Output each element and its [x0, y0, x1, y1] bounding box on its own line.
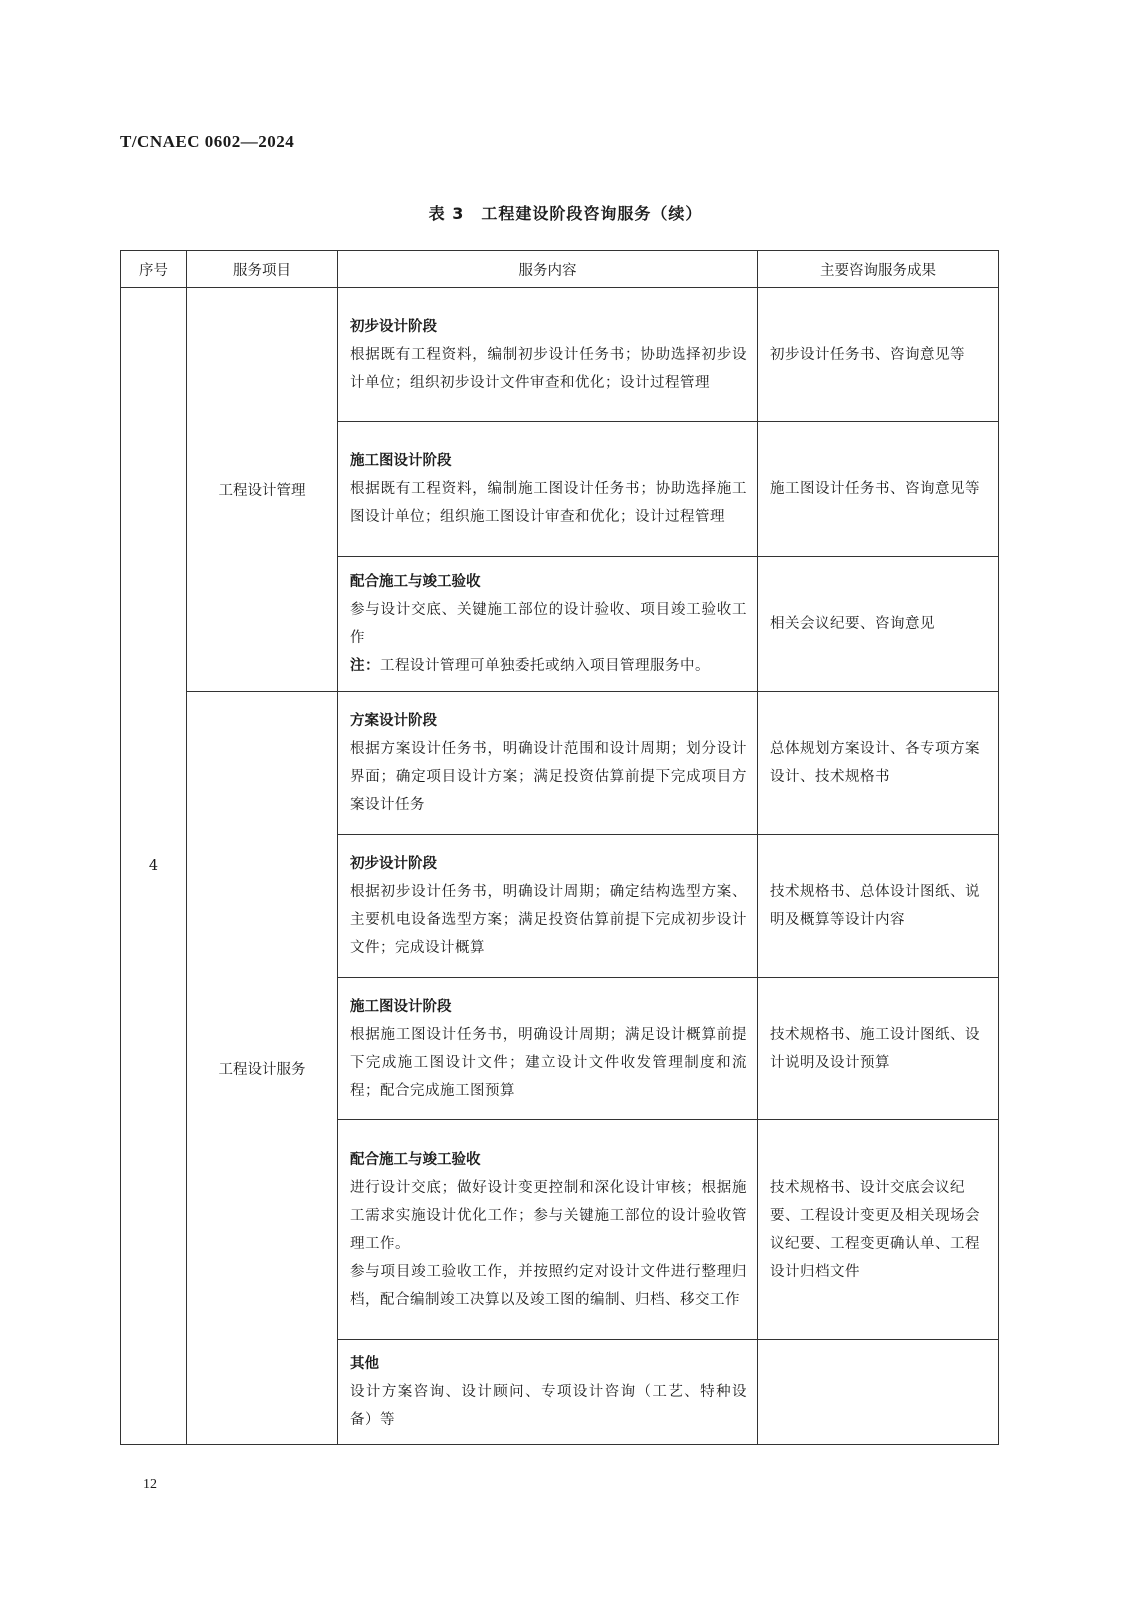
result-cell — [758, 1340, 999, 1445]
content-paragraph: 进行设计交底；做好设计变更控制和深化设计审核；根据施工需求实施设计优化工作；参与关键施工部位的设计验收管理工作。 — [350, 1179, 747, 1252]
document-id: T/CNAEC 0602—2024 — [120, 132, 295, 151]
content-paragraph: 根据既有工程资料，编制初步设计任务书；协助选择初步设计单位；组织初步设计文件审查和优化；设计过程管理 — [350, 346, 747, 391]
stage-title: 施工图设计阶段 — [350, 998, 452, 1015]
service-item-design-management: 工程设计管理 — [187, 288, 338, 692]
stage-title: 配合施工与竣工验收 — [350, 1151, 481, 1168]
header-service-item: 服务项目 — [187, 251, 338, 288]
service-content-cell — [338, 978, 758, 1120]
stage-title: 初步设计阶段 — [350, 856, 437, 872]
content-paragraph: 根据施工图设计任务书，明确设计周期；满足设计概算前提下完成施工图设计文件；建立设计文件收发管理制度和流程；配合完成施工图预算 — [350, 1026, 747, 1099]
service-content-cell — [338, 557, 758, 692]
content-paragraph: 根据初步设计任务书，明确设计周期；确定结构选型方案、主要机电设备选型方案；满足投资估算前提下完成初步设计文件；完成设计概算 — [350, 884, 747, 956]
seq-cell: 4 — [121, 288, 187, 1445]
result-cell: 相关会议纪要、咨询意见 — [758, 557, 999, 692]
service-content-cell — [338, 835, 758, 978]
stage-title: 配合施工与竣工验收 — [350, 574, 481, 590]
content-paragraph: 根据既有工程资料，编制施工图设计任务书；协助选择施工图设计单位；组织施工图设计审查和优化；设计过程管理 — [350, 481, 747, 525]
note-label: 注： — [350, 658, 380, 674]
stage-title: 其他 — [350, 1356, 379, 1372]
note-text: 工程设计管理可单独委托或纳入项目管理服务中。 — [380, 658, 710, 674]
result-cell: 施工图设计任务书、咨询意见等 — [758, 422, 999, 557]
table-row — [121, 692, 999, 835]
page-number: 12 — [143, 1477, 157, 1492]
table-row — [121, 288, 999, 422]
consulting-services-table — [120, 250, 999, 1445]
service-content-cell — [338, 288, 758, 422]
stage-title: 方案设计阶段 — [350, 713, 437, 729]
service-content-cell — [338, 692, 758, 835]
header-service-content: 服务内容 — [338, 251, 758, 288]
content-paragraph: 参与项目竣工验收工作，并按照约定对设计文件进行整理归档，配合编制竣工决算以及竣工图的编制、归档、移交工作 — [350, 1263, 747, 1308]
note-paragraph — [350, 652, 747, 680]
stage-title: 初步设计阶段 — [350, 318, 437, 335]
result-cell: 技术规格书、施工设计图纸、设计说明及设计预算 — [758, 978, 999, 1120]
content-paragraph: 根据方案设计任务书，明确设计范围和设计周期；划分设计界面；确定项目设计方案；满足投资估算前提下完成项目方案设计任务 — [350, 741, 747, 813]
result-cell: 技术规格书、设计交底会议纪要、工程设计变更及相关现场会议纪要、工程变更确认单、工程设计归档文件 — [758, 1120, 999, 1340]
service-item-design-service: 工程设计服务 — [187, 692, 338, 1445]
service-content-cell — [338, 1120, 758, 1340]
stage-title: 施工图设计阶段 — [350, 453, 452, 469]
header-seq: 序号 — [121, 251, 187, 288]
service-content-cell — [338, 1340, 758, 1445]
table-caption: 表 3 工程建设阶段咨询服务（续） — [428, 204, 703, 223]
result-cell: 总体规划方案设计、各专项方案设计、技术规格书 — [758, 692, 999, 835]
content-paragraph: 设计方案咨询、设计顾问、专项设计咨询（工艺、特种设备）等 — [350, 1384, 747, 1428]
content-paragraph: 参与设计交底、关键施工部位的设计验收、项目竣工验收工作 — [350, 602, 747, 646]
header-main-results: 主要咨询服务成果 — [758, 251, 999, 288]
result-cell: 技术规格书、总体设计图纸、说明及概算等设计内容 — [758, 835, 999, 978]
result-cell: 初步设计任务书、咨询意见等 — [758, 288, 999, 422]
table-header-row — [121, 251, 999, 288]
service-content-cell — [338, 422, 758, 557]
